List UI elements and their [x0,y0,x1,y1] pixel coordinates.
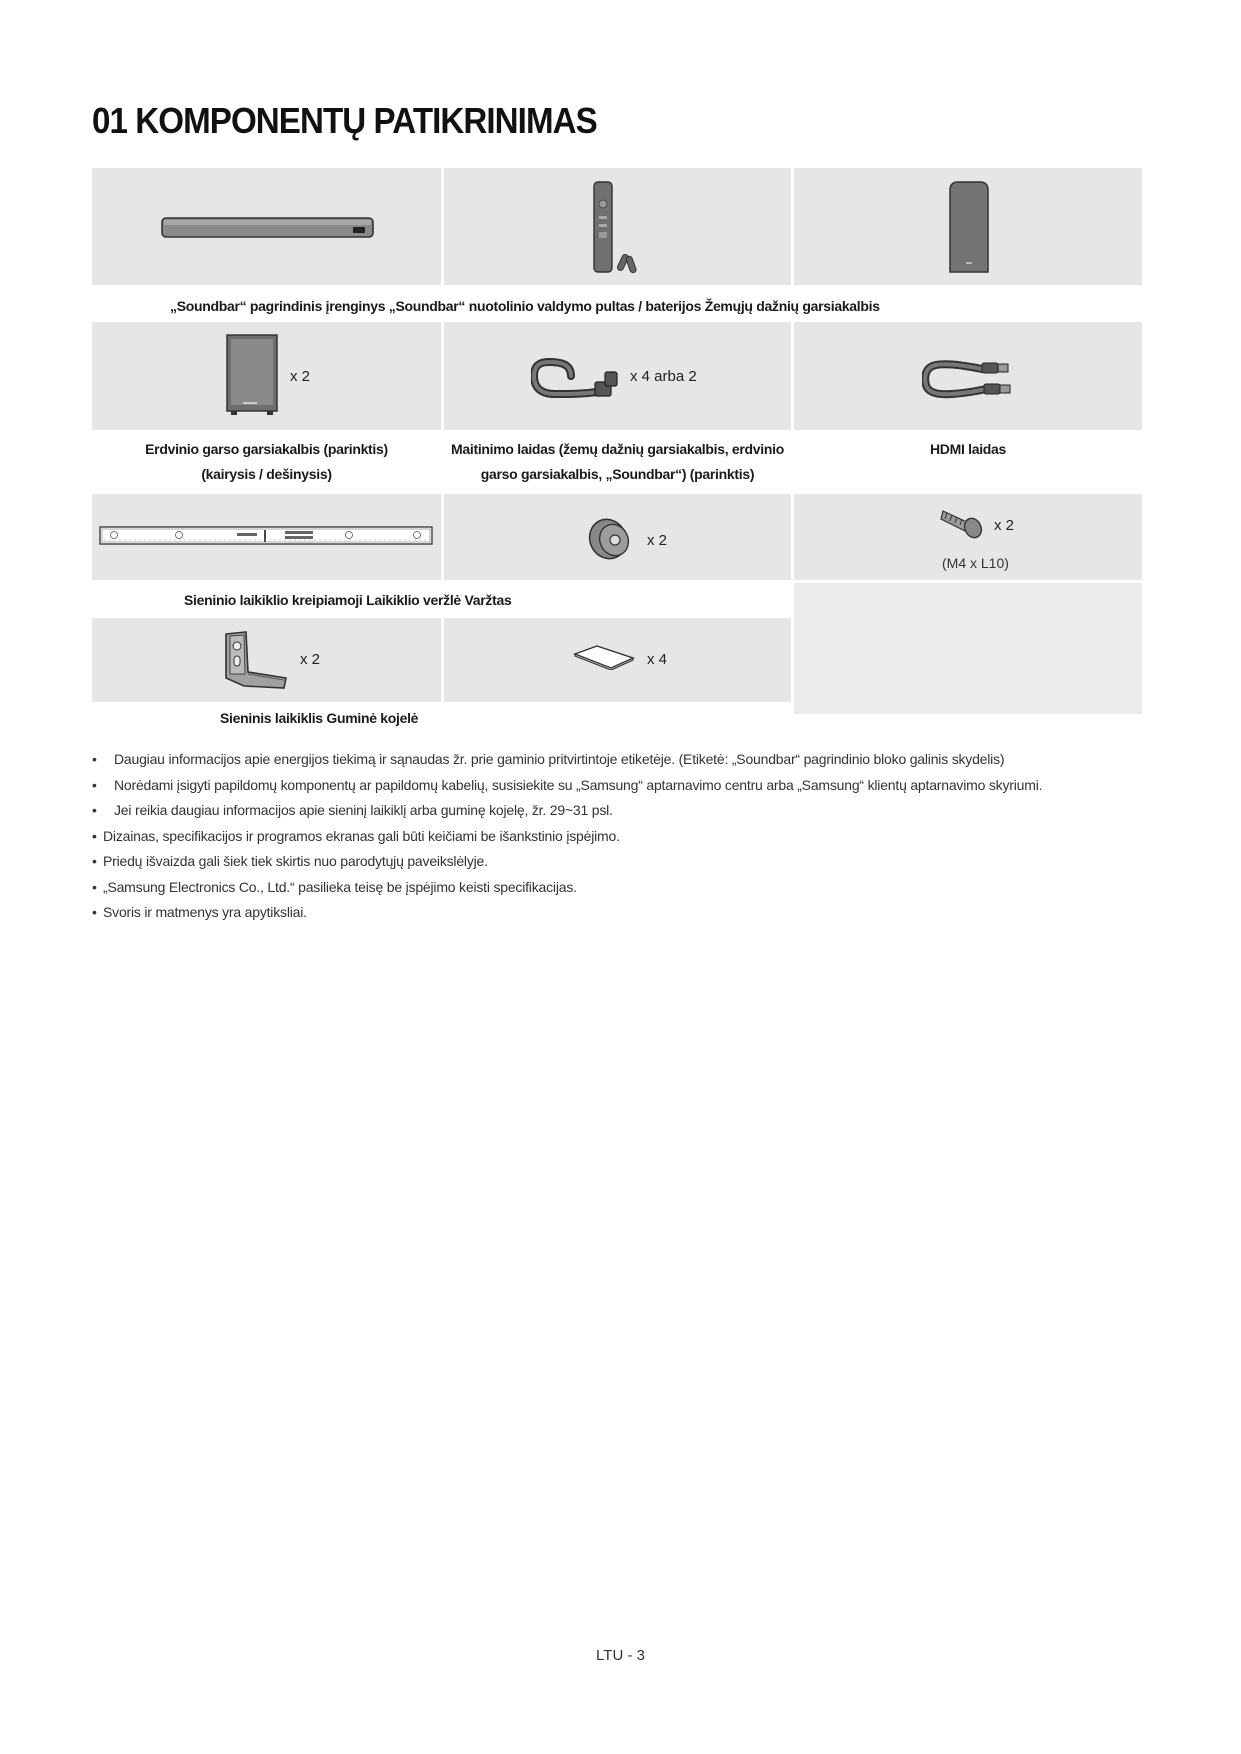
page-number: LTU - 3 [596,1647,645,1664]
surround-label [92,438,441,486]
note-item: • Priedų išvaizda gali šiek tiek skirtis nuo parodytųjų paveikslėlyje. [92,853,488,869]
notes-list [92,747,1172,926]
guide-label: Sieninio laikiklio kreipiamoji [184,592,363,608]
cell-empty [794,583,1142,714]
power-cord-label-line1: Maitinimo laidas (žemų dažnių garsiakalbis, erdvinio [451,441,784,457]
nut-qty: x 2 [647,532,668,549]
screw-size-note: (M4 x L10) [942,555,1009,571]
page-title: 01 KOMPONENTŲ PATIKRINIMAS [92,100,597,141]
note-item: • Jei reikia daugiau informacijos apie sieninį laikiklį arba guminę kojelę, žr. 29~31 psl. [92,802,613,818]
remote-label: „Soundbar“ nuotolinio valdymo pultas / baterijos [388,298,702,314]
surround-label-line1: Erdvinio garso garsiakalbis (parinktis) [145,441,388,457]
rubber-foot-qty: x 4 [647,651,668,668]
power-cord-qty: x 4 arba 2 [630,368,697,385]
note-item: • Norėdami įsigyti papildomų komponentų ar papildomų kabelių, susisiekite su „Samsung“ aptarnavimo centru arba „Samsung“ klientų aptarnavimo skyriumi. [92,776,1043,793]
screw-image [937,505,987,539]
bracket-label: Sieninis laikiklis [220,710,323,726]
subwoofer-label: Žemųjų dažnių garsiakalbis [704,298,880,314]
screw-label: Varžtas [464,592,512,608]
bracket-nut-image [584,514,636,564]
remote-image [592,180,644,276]
note-item: • Daugiau informacijos apie energijos tiekimą ir sąnaudas žr. prie gaminio pritvirtintoje etiketėje. (Etiketė: „Soundbar“ pagrindinio bloko galinis skydelis) [92,751,1005,767]
wall-bracket-image [218,628,290,694]
row4-caption [92,707,792,730]
subwoofer-image [946,180,992,276]
surround-speaker-image [225,333,281,419]
hdmi-label: HDMI laidas [929,441,1007,457]
note-item: • Dizainas, specifikacijos ir programos ekranas gali būti keičiami be išankstinio įspėjimo. [92,827,620,844]
power-cord-label [444,438,791,486]
power-cord-image [531,356,623,400]
surround-qty: x 2 [290,368,311,385]
rubber-foot-image [573,644,635,670]
bracket-qty: x 2 [300,651,321,668]
wall-mount-guide-image [99,525,434,547]
rubber-foot-label: Guminė kojelė [326,710,419,726]
screw-qty: x 2 [994,517,1015,534]
power-cord-label-line2: garso garsiakalbis, „Soundbar“) (parinktis) [480,466,755,482]
note-item: • Svoris ir matmenys yra apytiksliai. [92,904,307,920]
hdmi-cable-image [922,357,1014,401]
soundbar-label: „Soundbar“ pagrindinis įrenginys [170,298,386,314]
soundbar-image [160,215,376,241]
nut-label: Laikiklio veržlė [366,592,461,608]
note-item: • „Samsung Electronics Co., Ltd.“ pasilieka teisę be įspėjimo keisti specifikacijas. [92,878,577,895]
row1-caption [92,295,1142,318]
surround-label-line2: (kairysis / dešinysis) [201,466,332,482]
